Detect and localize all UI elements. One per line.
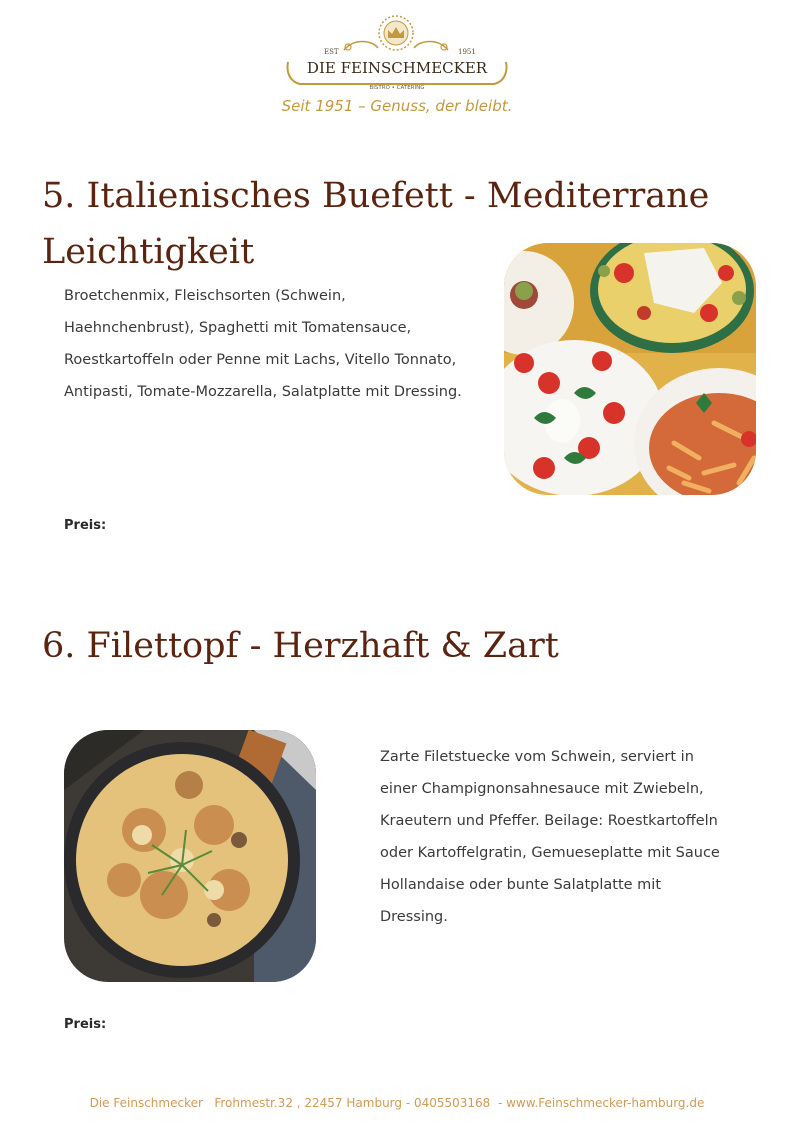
tagline: Seit 1951 – Genuss, der bleibt. <box>281 97 513 115</box>
description-line: Dressing. <box>380 909 448 925</box>
section-6-title <box>42 618 559 674</box>
section-5-price-label: Preis: <box>64 518 107 533</box>
section-5-description <box>64 280 462 408</box>
section-5-title-line1: 5. Italienisches Buefett - Mediterrane <box>42 176 710 216</box>
section-6-price-label: Preis: <box>64 1017 107 1032</box>
description-line: Zarte Filetstuecke vom Schwein, serviert in <box>380 749 694 765</box>
section-6-title-line1: 6. Filettopf - Herzhaft & Zart <box>42 626 559 666</box>
company-logo <box>282 10 512 94</box>
description-line: Roestkartoffeln oder Penne mit Lachs, Vitello Tonnato, <box>64 352 457 368</box>
antipasti-platter-photo <box>504 243 756 495</box>
description-line: Antipasti, Tomate-Mozzarella, Salatplatte mit Dressing. <box>64 384 462 400</box>
logo-est: EST <box>324 48 339 56</box>
logo-subtitle: BISTRO • CATERING <box>369 85 425 91</box>
logo-name: DIE FEINSCHMECKER <box>306 59 488 77</box>
description-line: Broetchenmix, Fleischsorten (Schwein, <box>64 288 346 304</box>
description-line: Haehnchenbrust), Spaghetti mit Tomatensauce, <box>64 320 412 336</box>
description-line: einer Champignonsahnesauce mit Zwiebeln, <box>380 781 704 797</box>
section-6-description <box>380 741 720 933</box>
pork-fillet-pan-photo <box>64 730 316 982</box>
description-line: Hollandaise oder bunte Salatplatte mit <box>380 877 662 893</box>
description-line: Kraeutern und Pfeffer. Beilage: Roestkartoffeln <box>380 813 718 829</box>
description-line: oder Kartoffelgratin, Gemueseplatte mit Sauce <box>380 845 720 861</box>
logo-year: 1951 <box>458 48 476 56</box>
section-5-title-line2: Leichtigkeit <box>42 232 255 272</box>
footer-contact: Die Feinschmecker Frohmestr.32 , 22457 Hamburg - 0405503168 - www.Feinschmecker-hamburg.de <box>89 1096 705 1110</box>
